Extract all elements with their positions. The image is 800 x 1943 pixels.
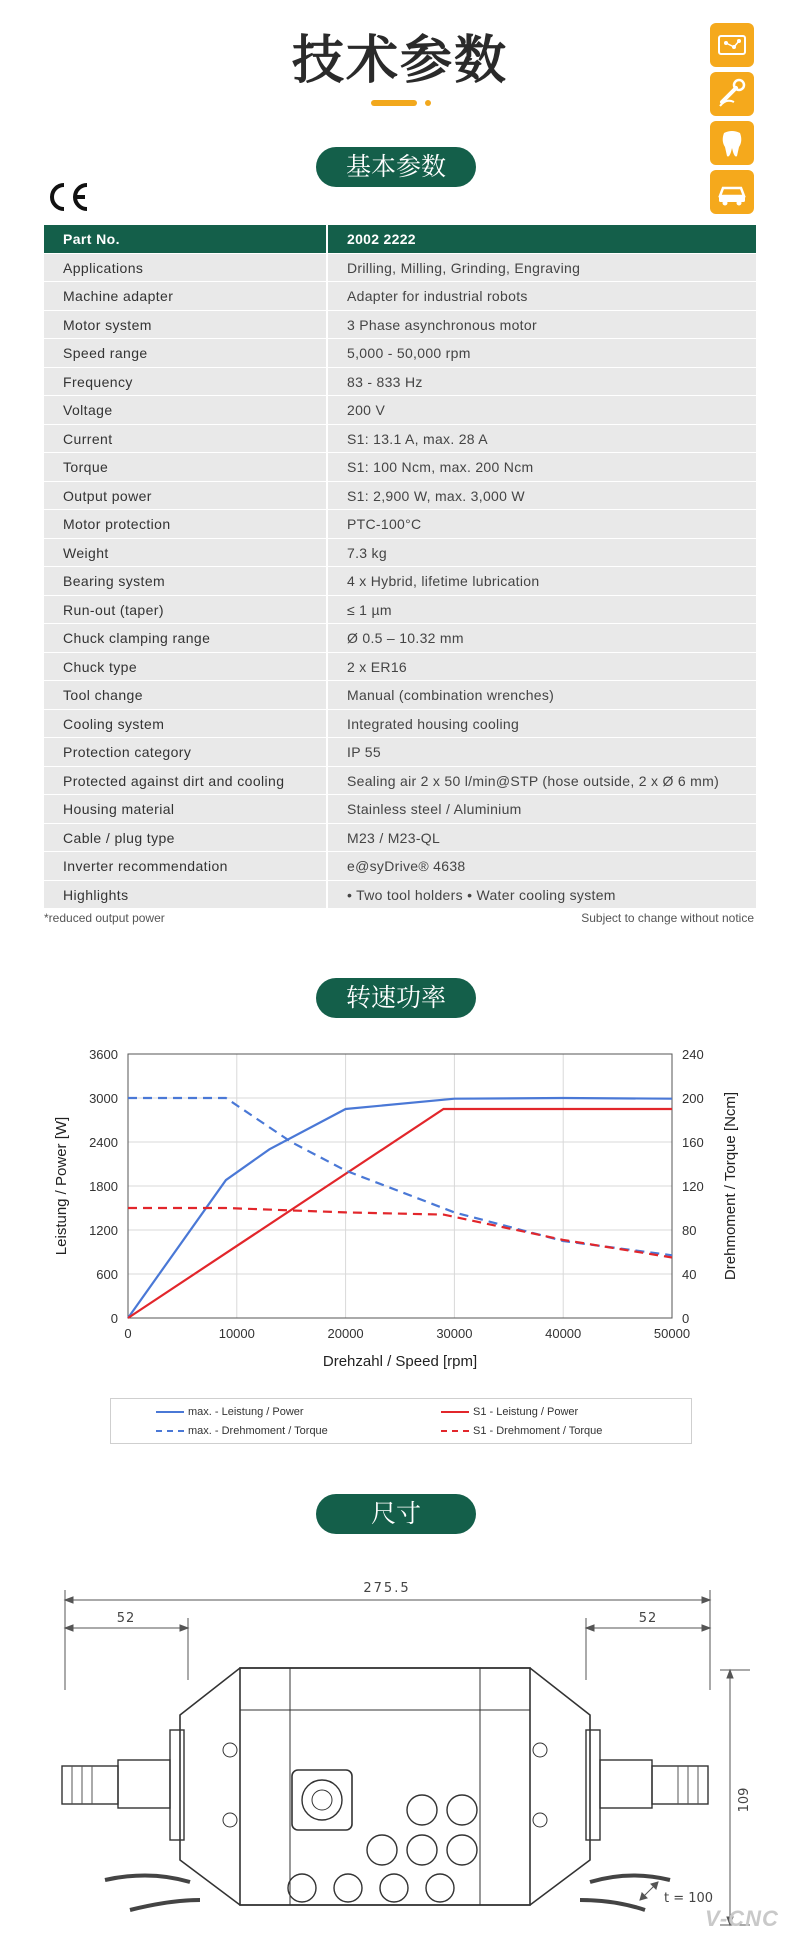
spec-value: S1: 2,900 W, max. 3,000 W	[326, 482, 756, 511]
legend-item	[156, 1422, 328, 1440]
x-tick-label: 30000	[436, 1326, 473, 1341]
spec-label: Torque	[44, 453, 326, 482]
legend-label: S1 - Leistung / Power	[473, 1406, 579, 1418]
dim-right-offset: 52	[638, 1611, 658, 1626]
spec-label: Cooling system	[44, 710, 326, 739]
spec-table	[44, 225, 756, 909]
spec-label: Weight	[44, 539, 326, 568]
footnote-reduced-power: *reduced output power	[44, 911, 165, 925]
y2-tick-label: 0	[682, 1311, 690, 1326]
spec-label: Voltage	[44, 396, 326, 425]
spec-value: 3 Phase asynchronous motor	[326, 311, 756, 340]
legend-swatch	[156, 1411, 184, 1413]
x-tick-label: 50000	[653, 1326, 691, 1341]
legend-item	[441, 1403, 578, 1421]
spec-label: Bearing system	[44, 567, 326, 596]
x-axis-label: Drehzahl / Speed [rpm]	[322, 1353, 478, 1370]
spec-value: PTC-100°C	[326, 510, 756, 539]
title-underline	[371, 100, 417, 106]
table-row	[44, 624, 756, 653]
title-dot	[425, 100, 431, 106]
table-row	[44, 852, 756, 881]
y-tick-label: 600	[96, 1267, 118, 1282]
dim-height: 109	[737, 1787, 752, 1813]
spec-label: Current	[44, 425, 326, 454]
wrench-hand-icon[interactable]	[710, 72, 754, 116]
x-tick-label: 40000	[545, 1326, 582, 1341]
y-tick-label: 0	[110, 1311, 118, 1326]
spec-label: Frequency	[44, 368, 326, 397]
spec-label: Protection category	[44, 738, 326, 767]
y2-tick-label: 240	[682, 1047, 704, 1062]
speed-power-chart	[40, 1040, 760, 1440]
table-row	[44, 539, 756, 568]
spec-value: 5,000 - 50,000 rpm	[326, 339, 756, 368]
table-row	[44, 824, 756, 853]
table-row	[44, 510, 756, 539]
y2-tick-label: 160	[682, 1135, 704, 1150]
car-icon[interactable]	[710, 170, 754, 214]
table-row	[44, 282, 756, 311]
spec-label: Housing material	[44, 795, 326, 824]
table-row	[44, 396, 756, 425]
spec-value: Manual (combination wrenches)	[326, 681, 756, 710]
spec-value: 4 x Hybrid, lifetime lubrication	[326, 567, 756, 596]
spec-label: Highlights	[44, 881, 326, 910]
tooth-icon[interactable]	[710, 121, 754, 165]
spec-value: Drilling, Milling, Grinding, Engraving	[326, 254, 756, 283]
spec-value: ≤ 1 µm	[326, 596, 756, 625]
y-tick-label: 3600	[89, 1047, 118, 1062]
x-tick-label: 10000	[218, 1326, 255, 1341]
watermark-logo: V-CNC	[705, 1906, 779, 1931]
spec-value: Stainless steel / Aluminium	[326, 795, 756, 824]
spec-label: Tool change	[44, 681, 326, 710]
legend-swatch	[156, 1430, 184, 1432]
legend-item	[441, 1422, 602, 1440]
page-title: 技术参数	[291, 31, 508, 91]
table-row	[44, 567, 756, 596]
x-tick-label: 0	[124, 1326, 132, 1341]
x-tick-label: 20000	[327, 1326, 364, 1341]
spec-label: Output power	[44, 482, 326, 511]
spec-label: Motor protection	[44, 510, 326, 539]
table-header-row	[44, 225, 756, 254]
legend-label: max. - Drehmoment / Torque	[188, 1425, 328, 1437]
dim-overall-length: 275.5	[363, 1581, 411, 1596]
y2-axis-label: Drehmoment / Torque [Ncm]	[722, 1091, 739, 1281]
table-row	[44, 425, 756, 454]
ce-mark-icon	[46, 180, 94, 214]
table-row	[44, 738, 756, 767]
legend-label: max. - Leistung / Power	[188, 1406, 304, 1418]
table-row	[44, 339, 756, 368]
spec-value: Integrated housing cooling	[326, 710, 756, 739]
spec-label: Cable / plug type	[44, 824, 326, 853]
table-header-value: 2002 2222	[326, 225, 756, 254]
y-tick-label: 2400	[89, 1135, 118, 1150]
legend-item	[156, 1403, 304, 1421]
table-row	[44, 368, 756, 397]
spec-value: • Two tool holders • Water cooling system	[326, 881, 756, 910]
spec-value: M23 / M23-QL	[326, 824, 756, 853]
spec-label: Protected against dirt and cooling	[44, 767, 326, 796]
spec-value: Ø 0.5 – 10.32 mm	[326, 624, 756, 653]
chart-legend	[110, 1398, 692, 1444]
table-header-label: Part No.	[44, 225, 326, 254]
spec-value: 200 V	[326, 396, 756, 425]
y2-tick-label: 120	[682, 1179, 704, 1194]
table-row	[44, 254, 756, 283]
table-row	[44, 653, 756, 682]
dim-left-offset: 52	[116, 1611, 136, 1626]
table-row	[44, 681, 756, 710]
spec-value: 83 - 833 Hz	[326, 368, 756, 397]
table-row	[44, 710, 756, 739]
spec-value: 7.3 kg	[326, 539, 756, 568]
spec-value: 2 x ER16	[326, 653, 756, 682]
legend-swatch	[441, 1411, 469, 1413]
spec-label: Chuck type	[44, 653, 326, 682]
spec-value: Sealing air 2 x 50 l/min@STP (hose outside, 2 x Ø 6 mm)	[326, 767, 756, 796]
spec-label: Machine adapter	[44, 282, 326, 311]
table-row	[44, 795, 756, 824]
spec-label: Inverter recommendation	[44, 852, 326, 881]
spec-value: S1: 100 Ncm, max. 200 Ncm	[326, 453, 756, 482]
spec-label: Run-out (taper)	[44, 596, 326, 625]
spec-value: Adapter for industrial robots	[326, 282, 756, 311]
section-basic-params: 基本参数	[316, 147, 476, 187]
y2-tick-label: 40	[682, 1267, 697, 1282]
table-row	[44, 482, 756, 511]
table-row	[44, 311, 756, 340]
spec-label: Speed range	[44, 339, 326, 368]
table-row	[44, 767, 756, 796]
table-row	[44, 453, 756, 482]
legend-label: S1 - Drehmoment / Torque	[473, 1425, 603, 1437]
spec-value: e@syDrive® 4638	[326, 852, 756, 881]
spec-label: Motor system	[44, 311, 326, 340]
spec-label: Applications	[44, 254, 326, 283]
y-tick-label: 1200	[89, 1223, 118, 1238]
y-tick-label: 1800	[89, 1179, 118, 1194]
series-line-3	[128, 1208, 672, 1258]
y-tick-label: 3000	[89, 1091, 118, 1106]
dimension-drawing	[30, 1570, 800, 1943]
table-row	[44, 881, 756, 910]
series-line-2	[128, 1098, 672, 1255]
table-row	[44, 596, 756, 625]
circuit-board-icon[interactable]	[710, 23, 754, 67]
section-speed-power: 转速功率	[316, 978, 476, 1018]
spec-label: Chuck clamping range	[44, 624, 326, 653]
y2-tick-label: 80	[682, 1223, 697, 1238]
dim-thickness: t = 100	[664, 1891, 714, 1906]
y-axis-label: Leistung / Power [W]	[53, 1116, 70, 1256]
section-dimensions: 尺寸	[316, 1494, 476, 1534]
y2-tick-label: 200	[682, 1091, 704, 1106]
spec-value: IP 55	[326, 738, 756, 767]
legend-swatch	[441, 1430, 469, 1432]
spec-value: S1: 13.1 A, max. 28 A	[326, 425, 756, 454]
footnote-subject-to-change: Subject to change without notice	[581, 911, 754, 925]
